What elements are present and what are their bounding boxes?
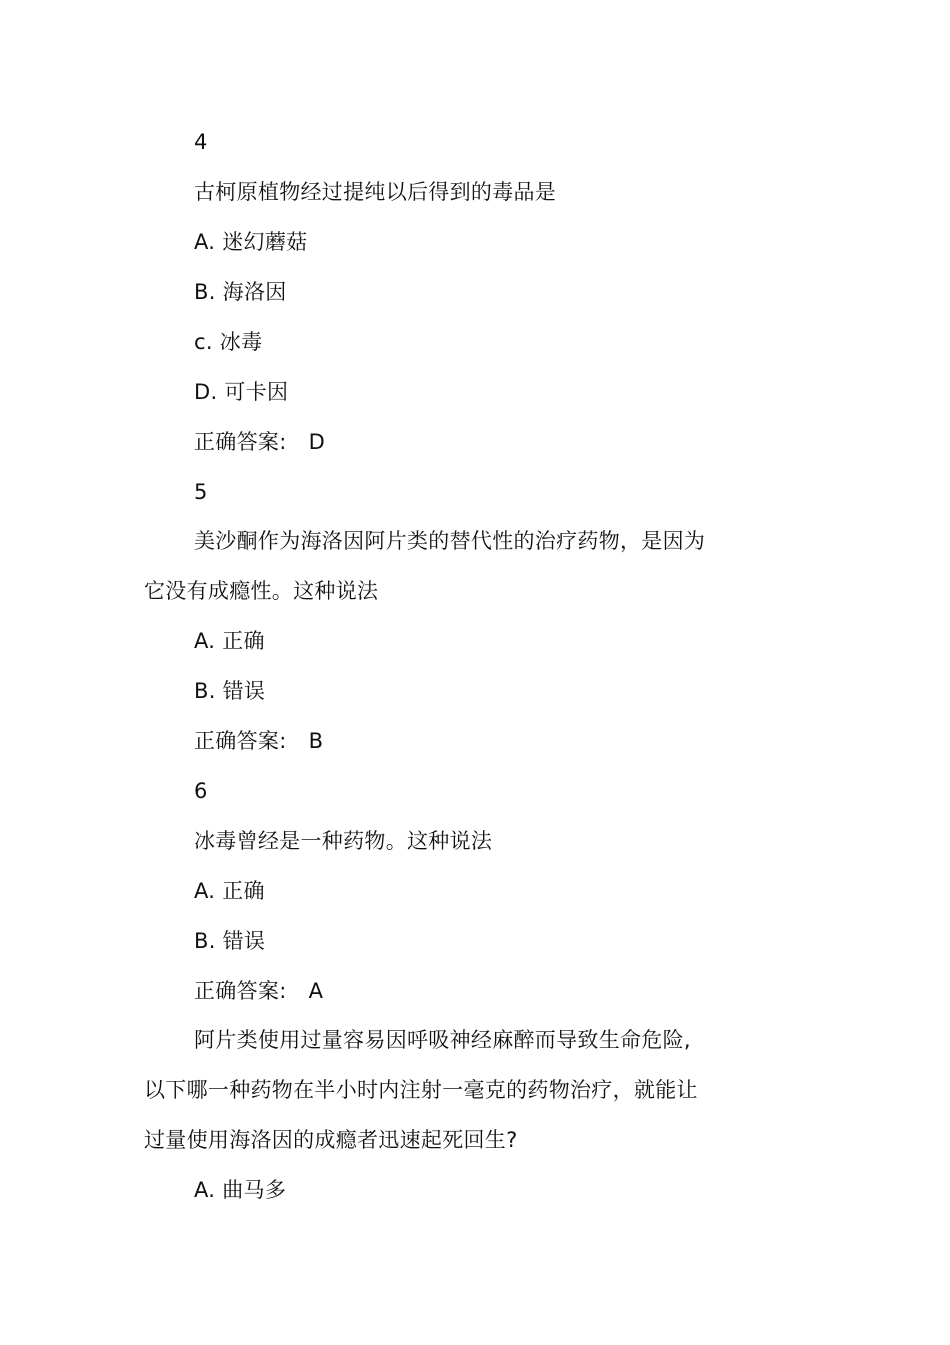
question-stem: 阿片类使用过量容易因呼吸神经麻醉而导致生命危险, [194, 1028, 691, 1052]
option-a: A. 曲马多 [194, 1178, 287, 1202]
option-a: A. 迷幻蘑菇 [194, 230, 308, 254]
question-stem: 美沙酮作为海洛因阿片类的替代性的治疗药物，是因为 [194, 529, 706, 553]
answer-value: B [308, 729, 324, 753]
option-b: B. 错误 [194, 679, 266, 703]
answer-label: 正确答案: [194, 979, 287, 1003]
correct-answer [194, 726, 323, 756]
answer-label: 正确答案: [194, 729, 287, 753]
option-b: B. 海洛因 [194, 280, 287, 304]
option-d: D. 可卡因 [194, 380, 289, 404]
option-a: A. 正确 [194, 629, 265, 653]
correct-answer [194, 427, 325, 457]
question-stem: 古柯原植物经过提纯以后得到的毒品是 [194, 180, 557, 204]
question-number: 4 [194, 130, 208, 154]
option-b: B. 错误 [194, 929, 266, 953]
question-number: 5 [194, 480, 208, 504]
question-stem-continued: 以下哪一种药物在半小时内注射一毫克的药物治疗，就能让 [144, 1078, 698, 1102]
question-stem: 冰毒曾经是一种药物。这种说法 [194, 829, 493, 853]
option-a: A. 正确 [194, 879, 265, 903]
question-stem-continued: 过量使用海洛因的成瘾者迅速起死回生? [144, 1128, 518, 1152]
answer-value: A [308, 979, 324, 1003]
answer-value: D [308, 430, 326, 454]
answer-label: 正确答案: [194, 430, 287, 454]
option-c: c. 冰毒 [194, 330, 263, 354]
question-number: 6 [194, 779, 208, 803]
question-stem-continued: 它没有成瘾性。这种说法 [144, 579, 379, 603]
correct-answer [194, 976, 323, 1006]
